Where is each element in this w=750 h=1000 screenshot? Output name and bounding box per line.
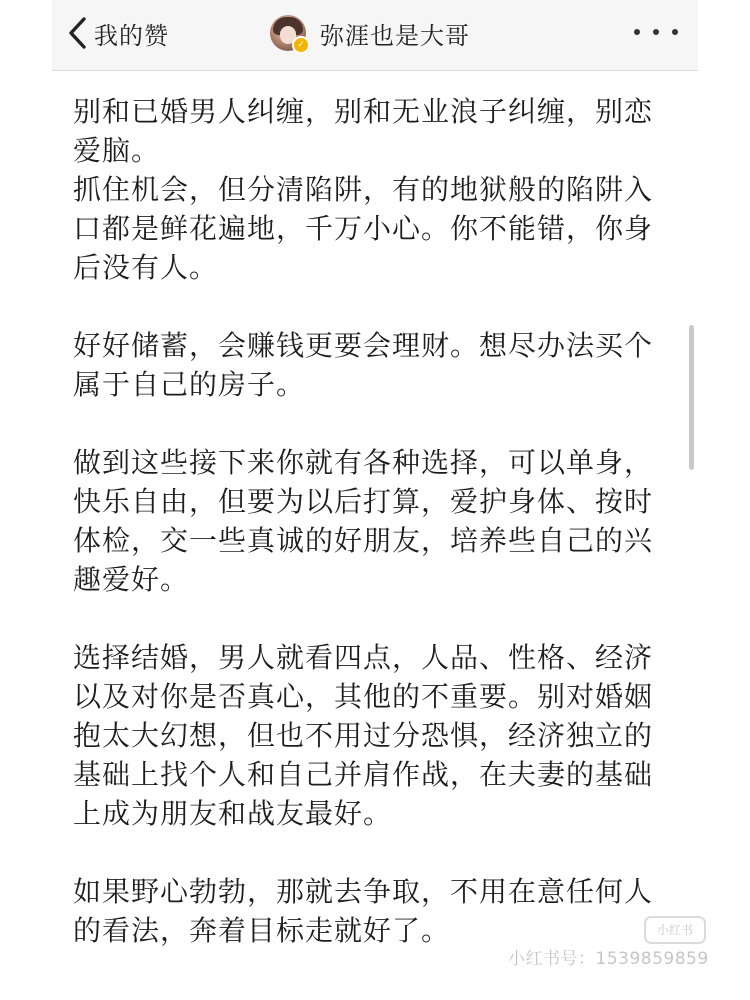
- note-screen: [52, 0, 698, 1000]
- xiaohongshu-logo-watermark: 小红书: [644, 916, 706, 944]
- back-button[interactable]: [66, 10, 169, 56]
- article-line: 爱脑。: [73, 134, 161, 167]
- article-line: 属于自己的房子。: [73, 368, 306, 401]
- more-dot-icon: [672, 29, 678, 35]
- article-line: 快乐自由，但要为以后打算，爱护身体、按时: [73, 485, 654, 518]
- article-body: [73, 92, 683, 950]
- top-navigation-bar: [52, 0, 698, 71]
- article-line: 选择结婚，男人就看四点，人品、性格、经济: [73, 641, 654, 674]
- paragraph-gap: [73, 833, 683, 872]
- paragraph-gap: [73, 404, 683, 443]
- article-line: 基础上找个人和自己并肩作战，在夫妻的基础: [73, 758, 654, 791]
- more-dot-icon: [653, 29, 659, 35]
- author-name[interactable]: 弥涯也是大哥: [320, 21, 470, 50]
- more-options-button[interactable]: [634, 18, 678, 46]
- article-line: 如果野心勃勃，那就去争取，不用在意任何人: [73, 875, 654, 908]
- article-line: 以及对你是否真心，其他的不重要。别对婚姻: [73, 680, 654, 713]
- article-line: 的看法，奔着目标走就好了。: [73, 914, 451, 947]
- paragraph-gap: [73, 287, 683, 326]
- article-line: 做到这些接下来你就有各种选择，可以单身，: [73, 446, 654, 479]
- verified-badge-icon: ✓: [292, 36, 310, 54]
- author-profile[interactable]: [270, 10, 470, 56]
- vertical-scrollbar[interactable]: [689, 325, 694, 470]
- article-line: 上成为朋友和战友最好。: [73, 797, 393, 830]
- article-line: 抱太大幻想，但也不用过分恐惧，经济独立的: [73, 719, 654, 752]
- article-line: 后没有人。: [73, 251, 219, 284]
- back-label: 我的赞: [94, 21, 169, 50]
- article-line: 口都是鲜花遍地，千万小心。你不能错，你身: [73, 212, 654, 245]
- more-dot-icon: [634, 29, 640, 35]
- chevron-left-icon: [66, 16, 88, 50]
- article-line: 别和已婚男人纠缠，别和无业浪子纠缠，别恋: [73, 95, 654, 128]
- paragraph-gap: [73, 599, 683, 638]
- article-line: 抓住机会，但分清陷阱，有的地狱般的陷阱入: [73, 173, 654, 206]
- article-line: 好好储蓄，会赚钱更要会理财。想尽办法买个: [73, 329, 654, 362]
- article-line: 体检，交一些真诚的好朋友，培养些自己的兴: [73, 524, 654, 557]
- xiaohongshu-id-watermark: 小红书号：1539859859: [508, 949, 709, 969]
- article-line: 趣爱好。: [73, 563, 190, 596]
- author-avatar[interactable]: [270, 15, 306, 51]
